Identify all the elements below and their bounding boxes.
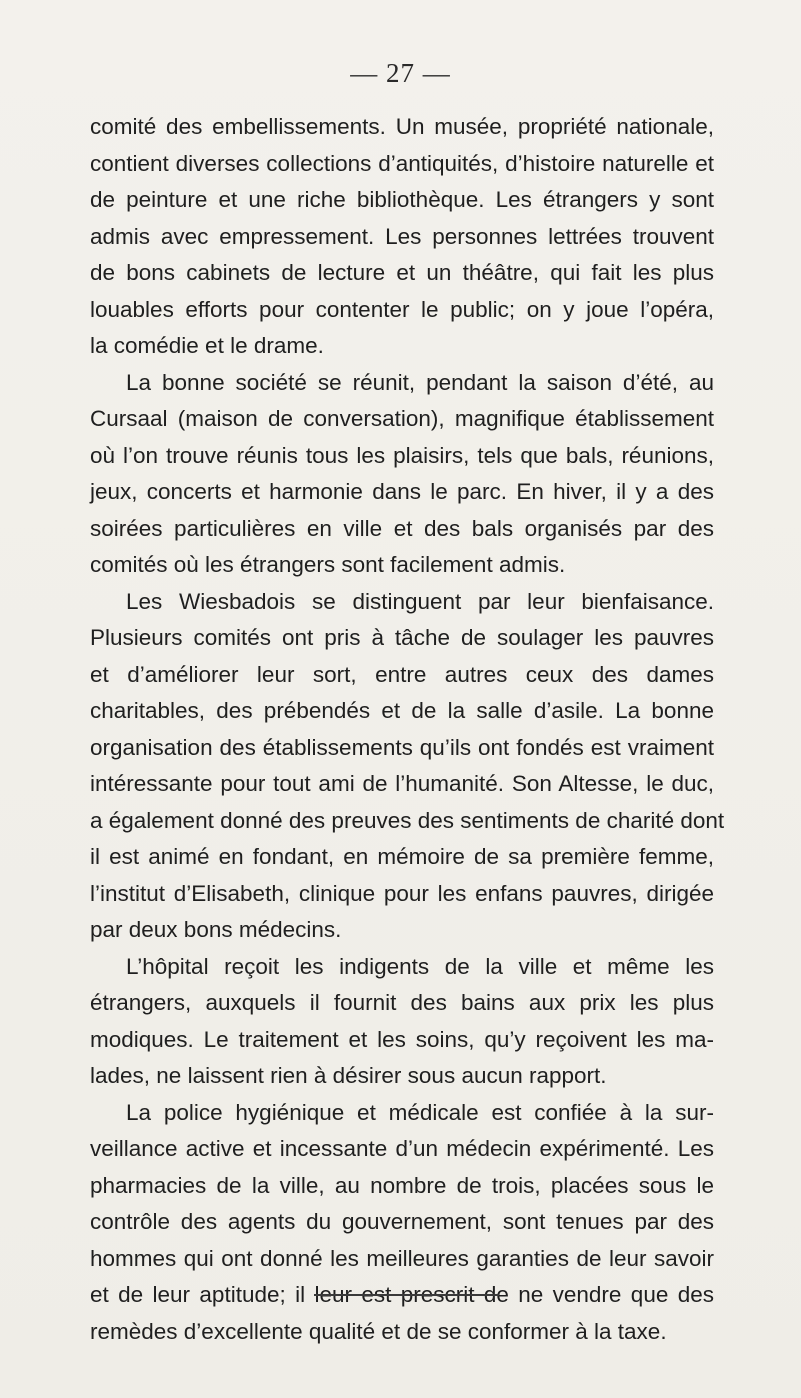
body-text [90, 109, 725, 1350]
text-line: où l’on trouve réunis tous les plaisirs, tels que bals, réunions, [90, 442, 714, 468]
text-line: contient diverses collections d’antiquités, d’histoire naturelle et [90, 150, 714, 176]
text-line: l’institut d’Elisabeth, clinique pour les enfans pauvres, dirigée [90, 880, 714, 906]
text-line: Cursaal (maison de conversation), magnifique établissement [90, 406, 714, 431]
text-line: La police hygiénique et médicale est confiée à la sur- [126, 1099, 714, 1125]
closing-rule [314, 1294, 499, 1296]
text-line: de peinture et une riche bibliothèque. Les étrangers y sont [90, 187, 714, 212]
text-line: admis avec empressement. Les personnes lettrées trouvent [90, 223, 714, 249]
text-line: comité des embellissements. Un musée, propriété nationale, [90, 114, 714, 139]
page-number: — 27 — [350, 58, 451, 88]
text-line: Plusieurs comités ont pris à tâche de soulager les pauvres [90, 625, 714, 650]
text-line: charitables, des prébendés et de la salle d’asile. La bonne [90, 698, 714, 723]
text-line: il est animé en fondant, en mémoire de sa première femme, [90, 844, 714, 869]
text-line: remèdes d’excellente qualité et de se conformer à la taxe. [90, 1318, 667, 1344]
text-line: et de leur aptitude; il leur est prescrit de ne vendre que des [90, 1282, 714, 1307]
text-line: la comédie et le drame. [90, 333, 324, 358]
text-line: de bons cabinets de lecture et un théâtre, qui fait les plus [90, 260, 714, 285]
text-line: lades, ne laissent rien à désirer sous aucun rapport. [90, 1063, 607, 1088]
text-line: La bonne société se réunit, pendant la saison d’été, au [126, 369, 714, 395]
text-line: comités où les étrangers sont facilement admis. [90, 552, 566, 577]
text-line: organisation des établissements qu’ils ont fondés est vraiment [90, 734, 714, 760]
text-line: soirées particulières en ville et des bals organisés par des [90, 515, 714, 541]
text-line: contrôle des agents du gouvernement, sont tenues par des [90, 1209, 714, 1234]
text-line: jeux, concerts et harmonie dans le parc. En hiver, il y a des [90, 479, 714, 504]
text-line: L’hôpital reçoit les indigents de la ville et même les [126, 953, 714, 979]
text-line: louables efforts pour contenter le public; on y joue l’opéra, [90, 296, 714, 322]
text-line: intéressante pour tout ami de l’humanité. Son Altesse, le duc, [90, 771, 714, 796]
text-line: Les Wiesbadois se distinguent par leur bienfaisance. [126, 588, 714, 614]
text-line: et d’améliorer leur sort, entre autres ceux des dames [90, 661, 714, 687]
text-line: veillance active et incessante d’un médecin expérimenté. Les [90, 1136, 714, 1161]
text-line: par deux bons médecins. [90, 917, 342, 942]
text-line: a également donné des preuves des sentiments de charité dont [90, 807, 725, 833]
text-line: hommes qui ont donné les meilleures garanties de leur savoir [90, 1245, 714, 1271]
text-line: modiques. Le traitement et les soins, qu’y reçoivent les ma- [90, 1026, 714, 1052]
text-line: étrangers, auxquels il fournit des bains aux prix les plus [90, 990, 714, 1015]
text-line: pharmacies de la ville, au nombre de trois, placées sous le [90, 1172, 714, 1198]
